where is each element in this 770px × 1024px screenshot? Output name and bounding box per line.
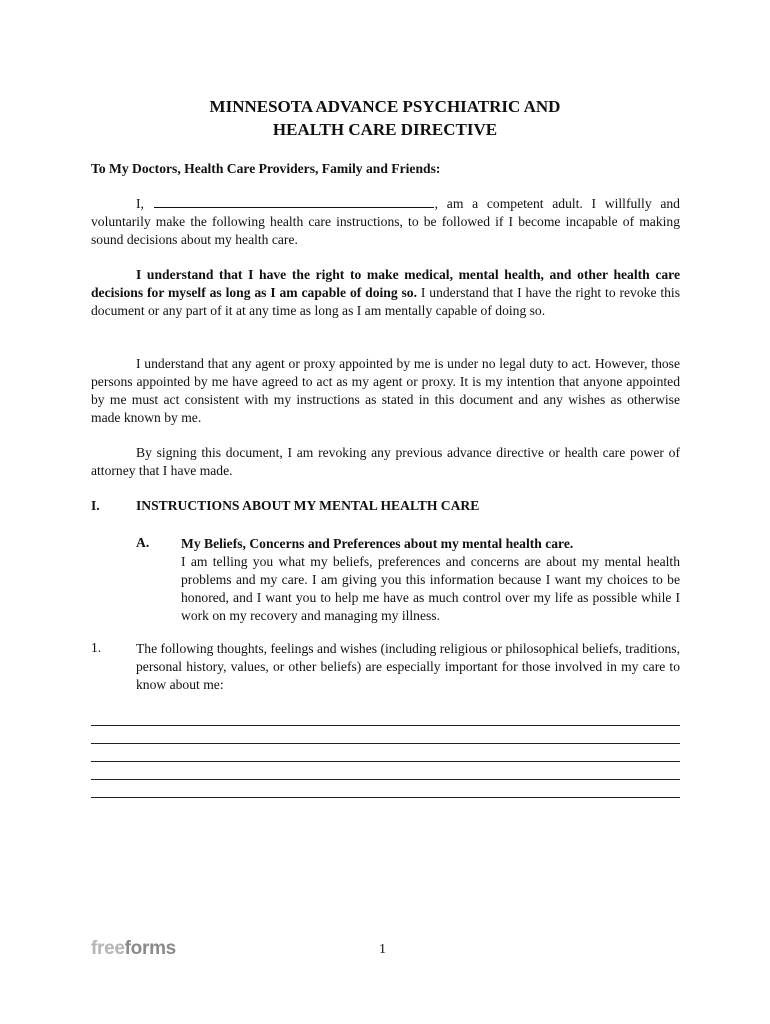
name-blank-field[interactable] <box>154 195 434 208</box>
page-number: 1 <box>379 942 386 957</box>
rights-bold-text: I understand that I have the right to make medical, mental health, and other health care decisions for myself as long as I am capable of doing so. <box>91 267 680 300</box>
title-line-1: MINNESOTA ADVANCE PSYCHIATRIC AND <box>209 97 561 116</box>
logo-forms-text: forms <box>124 938 176 959</box>
title-line-2: HEALTH CARE DIRECTIVE <box>272 120 498 139</box>
paragraph-rights <box>91 266 680 320</box>
answer-line[interactable] <box>91 797 680 798</box>
item-number: 1. <box>91 640 102 655</box>
paragraph-declaration <box>91 195 680 249</box>
answer-line[interactable] <box>91 743 680 744</box>
declaration-prefix: I, <box>136 196 144 211</box>
section-number: I. <box>91 498 100 513</box>
logo-free-text: free <box>91 938 125 959</box>
declaration-suffix: , am a competent adult. I willfully and voluntarily make the following health care instructions, to be followed if I become incapable of making sound decisions about my health care. <box>91 196 680 247</box>
answer-line[interactable] <box>91 779 680 780</box>
item-text: The following thoughts, feelings and wishes (including religious or philosophical beliefs, traditions, personal history, values, or other beliefs) are especially important for those involved in my care to know about me: <box>136 641 680 692</box>
paragraph-revocation: By signing this document, I am revoking any previous advance directive or health care power of attorney that I have made. <box>91 445 680 478</box>
freeforms-logo <box>91 938 176 960</box>
subsection-heading: My Beliefs, Concerns and Preferences about my mental health care. <box>181 536 574 551</box>
subsection-letter: A. <box>136 535 150 550</box>
subsection-body: I am telling you what my beliefs, preferences and concerns are about my mental health problems and my care. I am giving you this information because I want my choices to be honored, and I want you to help me have as much control over my life as possible while I work on my recovery and managing my illness. <box>181 554 680 623</box>
rights-text: I understand that I have the right to revoke this document or any part of it at any time as long as I am mentally capable of doing so. <box>91 285 680 318</box>
answer-line[interactable] <box>91 761 680 762</box>
subsection-a <box>181 535 680 625</box>
salutation: To My Doctors, Health Care Providers, Family and Friends: <box>91 161 441 176</box>
answer-line[interactable] <box>91 725 680 726</box>
document-title <box>90 95 680 141</box>
paragraph-agent: I understand that any agent or proxy appointed by me is under no legal duty to act. However, those persons appointed by me have agreed to act as my agent or proxy. It is my intention that anyone appointed by me must act consistent with my instructions as stated in this document and any wishes as otherwise made known by me. <box>91 356 680 425</box>
section-title: INSTRUCTIONS ABOUT MY MENTAL HEALTH CARE <box>136 498 480 513</box>
